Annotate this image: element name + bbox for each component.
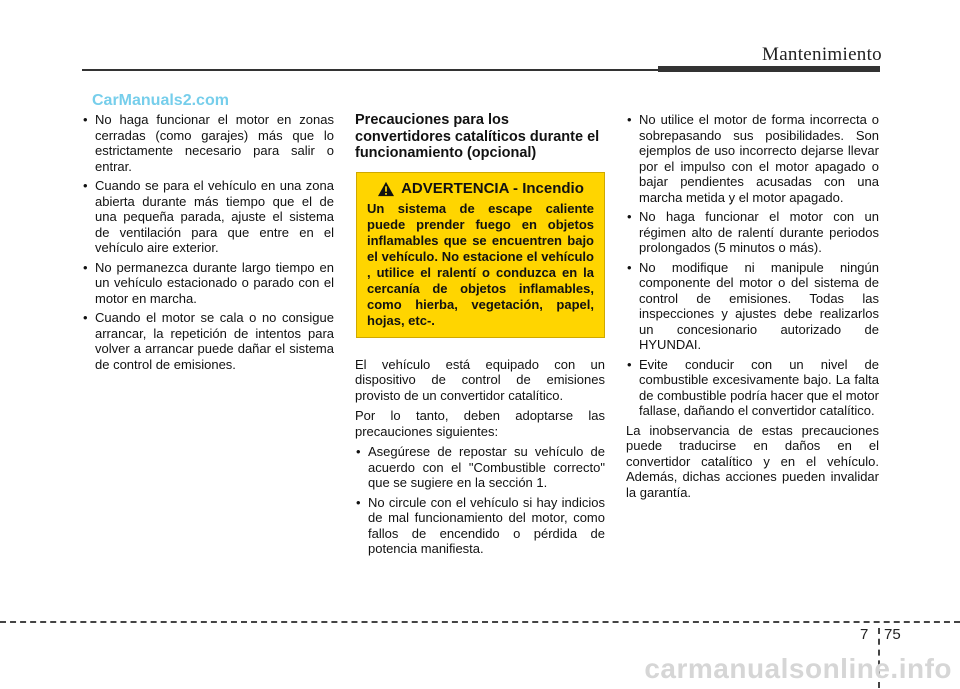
warning-text: Un sistema de escape caliente puede prender fuego en objetos inflamables que se encuentren bajo el vehículo. No estacione el vehículo , utilice el ralentí o conduzca en la cercanía de objetos inflamables, como hierba, vegetación, papel, hojas, etc-. bbox=[367, 200, 594, 328]
warning-triangle-icon bbox=[377, 181, 395, 197]
warning-title bbox=[367, 181, 594, 197]
bullet-list bbox=[355, 444, 605, 557]
list-item: • Asegúrese de repostar su vehículo de acuerdo con el "Combustible correcto" que se sugiere en la sección 1. bbox=[355, 444, 605, 491]
list-item: • No haga funcionar el motor con un régimen alto de ralentí durante periodos prolongados (5 minutos o más). bbox=[626, 209, 879, 256]
list-item: • Cuando el motor se cala o no consigue arrancar, la repetición de intentos para volver a arrancar puede dañar el sistema de control de emisiones. bbox=[82, 310, 334, 372]
list-item: • No utilice el motor de forma incorrecta o sobrepasando sus posibilidades. Son ejemplos de uso incorrecto dejarse llevar por el impulso con el motor apagado o bajar pendientes acusadas con una marcha metida y el motor apagado. bbox=[626, 112, 879, 205]
paragraph: El vehículo está equipado con un dispositivo de control de emisiones provisto de un convertidor catalítico. bbox=[355, 356, 605, 403]
column-2 bbox=[355, 112, 605, 561]
warning-box bbox=[356, 172, 605, 338]
list-item: • Cuando se para el vehículo en una zona abierta durante más tiempo que el de una pequeña parada, ajuste el sistema de ventilación para que entre en el vehículo aire exterior. bbox=[82, 178, 334, 256]
bullet-list bbox=[626, 112, 879, 419]
footer-rule bbox=[0, 621, 960, 623]
watermark-bottom: carmanualsonline.info bbox=[644, 653, 952, 684]
column-1 bbox=[82, 112, 334, 376]
warning-title-text: ADVERTENCIA - Incendio bbox=[401, 179, 584, 197]
column-3 bbox=[626, 112, 879, 505]
list-item: • No circule con el vehículo si hay indicios de mal funcionamiento del motor, como fallos de encendido o pérdida de potencia manifiesta. bbox=[355, 495, 605, 557]
list-item: • No permanezca durante largo tiempo en un vehículo estacionado o parado con el motor en marcha. bbox=[82, 260, 334, 307]
bullet-list bbox=[82, 112, 334, 372]
list-item: • Evite conducir con un nivel de combustible excesivamente bajo. La falta de combustible podría hacer que el motor fallase, dañando el convertidor catalítico. bbox=[626, 357, 879, 419]
paragraph: Por lo tanto, deben adoptarse las precauciones siguientes: bbox=[355, 408, 605, 439]
header-rule bbox=[82, 69, 658, 71]
chapter-number: 7 bbox=[860, 626, 869, 643]
section-heading: Precauciones para los convertidores catalíticos durante el funcionamiento (opcional) bbox=[355, 112, 600, 161]
page-number: 75 bbox=[884, 626, 901, 643]
page-header-title: Mantenimiento bbox=[762, 44, 882, 65]
watermark-top: CarManuals2.com bbox=[92, 92, 229, 109]
header-rule-accent bbox=[658, 66, 880, 72]
list-item: • No modifique ni manipule ningún componente del motor o del sistema de control de emisiones. Todas las inspecciones y ajustes debe realizarlos un concesionario autorizado de HYUNDAI. bbox=[626, 260, 879, 353]
paragraph: La inobservancia de estas precauciones puede traducirse en daños en el convertidor catalítico y en el vehículo. Además, dichas acciones pueden invalidar la garantía. bbox=[626, 422, 879, 500]
list-item: • No haga funcionar el motor en zonas cerradas (como garajes) más que lo estrictamente necesario para salir o entrar. bbox=[82, 112, 334, 174]
